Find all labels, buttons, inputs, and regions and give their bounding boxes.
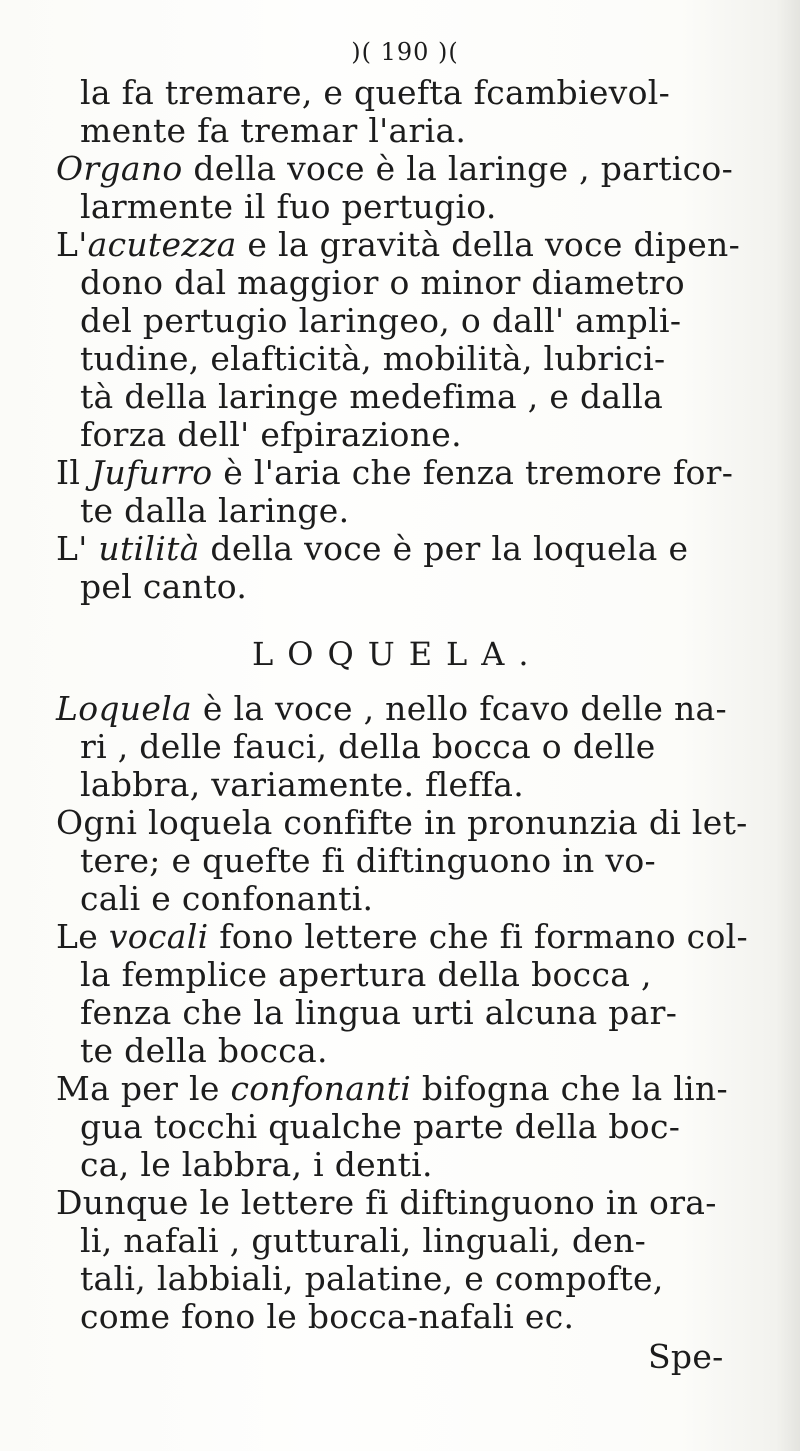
text-line: L' utilità della voce è per la loquela e — [56, 529, 689, 568]
text-line: Ogni loquela confifte in pronunzia di let- — [56, 803, 748, 842]
text-line: come fono le bocca-nafali ec. — [80, 1297, 575, 1336]
text-line: L'acutezza e la gravità della voce dipen- — [56, 225, 741, 264]
text-line: forza dell' efpirazione. — [80, 415, 462, 454]
page-number-header: )( 190 )( — [351, 38, 459, 66]
section-heading: LOQUELA. — [252, 635, 543, 673]
text-line: Ma per le confonanti bifogna che la lin- — [56, 1069, 728, 1108]
text-line: fenza che la lingua urti alcuna par- — [80, 993, 678, 1032]
text-line: la fa tremare, e quefta fcambievol- — [80, 73, 671, 112]
text-line: pel canto. — [80, 567, 248, 606]
text-line: li, nafali , gutturali, linguali, den- — [80, 1221, 647, 1260]
text-line: tere; e quefte fi diftinguono in vo- — [80, 841, 656, 880]
text-line: dono dal maggior o minor diametro — [80, 263, 685, 302]
text-line: mente fa tremar l'aria. — [80, 111, 467, 150]
text-line: tudine, elafticità, mobilità, lubrici- — [80, 339, 666, 378]
text-line: gua tocchi qualche parte della boc- — [80, 1107, 681, 1146]
text-line: Loquela è la voce , nello fcavo delle na- — [56, 689, 727, 728]
text-line: Dunque le lettere fi diftinguono in ora- — [56, 1183, 717, 1222]
text-line: larmente il fuo pertugio. — [80, 187, 497, 226]
text-line: te della bocca. — [80, 1031, 328, 1070]
catchword: Spe- — [648, 1337, 724, 1376]
text-line: la femplice apertura della bocca , — [80, 955, 652, 994]
text-line: del pertugio laringeo, o dall' ampli- — [80, 301, 682, 340]
text-line: cali e confonanti. — [80, 879, 374, 918]
text-line: tà della laringe medefima , e dalla — [80, 377, 664, 416]
text-line: Il Jufurro è l'aria che fenza tremore for- — [56, 453, 734, 492]
text-line: ri , delle fauci, della bocca o delle — [80, 727, 656, 766]
text-line: ca, le labbra, i denti. — [80, 1145, 433, 1184]
text-line: Le vocali fono lettere che fi formano col- — [56, 917, 748, 956]
text-line: te dalla laringe. — [80, 491, 350, 530]
text-line: tali, labbiali, palatine, e compofte, — [80, 1259, 664, 1298]
text-line: labbra, variamente. fleffa. — [80, 765, 525, 804]
text-line: Organo della voce è la laringe , partico- — [56, 149, 734, 188]
